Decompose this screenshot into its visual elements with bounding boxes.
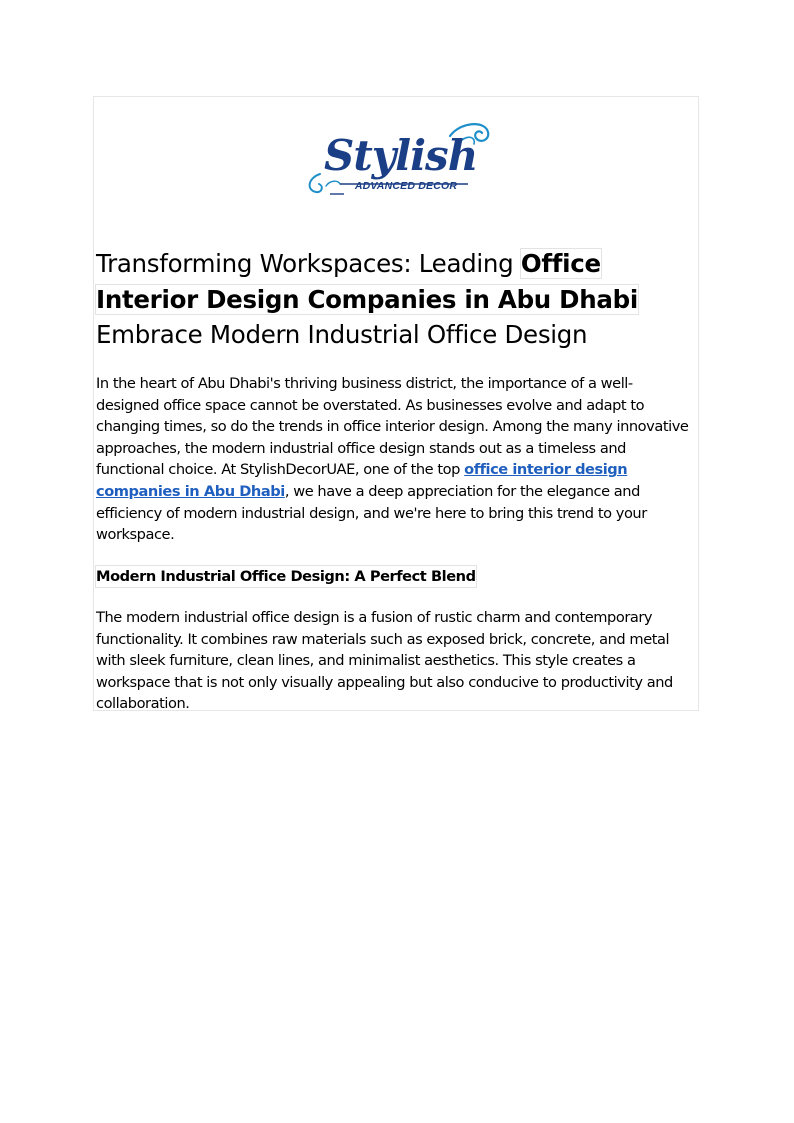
section-paragraph: The modern industrial office design is a fusion of rustic charm and contemporary functionality. It combines raw materials such as exposed brick, concrete, and metal with sleek furniture, clean lines, and minimalist aesthetics. This style creates a workspace that is not only visually appealing but also conducive to productivity and collaboration. [96,609,673,713]
intro-text-before: In the heart of Abu Dhabi's thriving business district, the importance of a well-designed office space cannot be overstated. As businesses evolve and adapt to changing times, so do the trends in office interior design. Among the many innovative approaches, the modern industrial office design stands out as a timeless and functional choice. At StylishDecorUAE, one of the top [96,375,689,479]
title-part-1: Transforming Workspaces: Leading [96,249,521,278]
section-heading: Modern Industrial Office Design: A Perfect Blend [96,568,476,585]
logo-tagline: ADVANCED DECOR [354,180,458,192]
title-keyword: Office Interior Design Companies in Abu Dhabi [96,249,638,314]
title-part-2: Embrace Modern Industrial Office Design [96,320,588,349]
page-title [96,246,696,353]
intro-text-after: , we have a deep appreciation for the elegance and efficiency of modern industrial design, and we're here to bring this trend to your workspace. [96,482,647,544]
svg-text:Stylish: Stylish [324,131,478,180]
office-interior-design-link[interactable]: office interior design companies in Abu Dhabi [96,461,628,500]
intro-paragraph [96,373,694,546]
